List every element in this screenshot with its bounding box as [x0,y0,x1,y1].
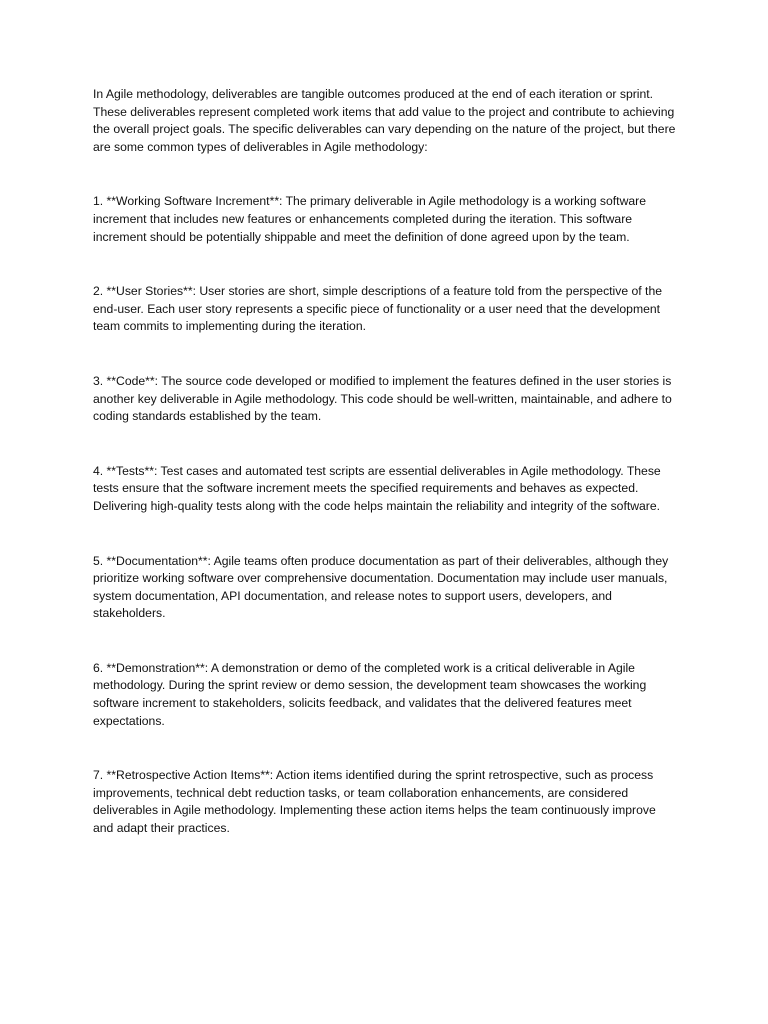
item-documentation: 5. **Documentation**: Agile teams often produce documentation as part of their deliverables, although they prioritize working software over comprehensive documentation. Documentation may include user manuals, system documentation, API documentation, and release notes to support users, developers, and stakeholders. [93,553,669,621]
item-demonstration: 6. **Demonstration**: A demonstration or demo of the completed work is a critical deliverable in Agile methodology. During the sprint review or demo session, the development team showcases the working software increment to stakeholders, solicits feedback, and validates that the delivered features meet expectations. [93,660,647,728]
intro-paragraph: In Agile methodology, deliverables are tangible outcomes produced at the end of each iteration or sprint. These deliverables represent completed work items that add value to the project and contribute to achieving the overall project goals. The specific deliverables can vary depending on the nature of the project, but there are some common types of deliverables in Agile methodology: [93,87,676,154]
item-working-software-increment: 1. **Working Software Increment**: The primary deliverable in Agile methodology is a working software increment that includes new features or enhancements completed during the iteration. This software increment should be potentially shippable and meet the definition of done agreed upon by the team. [93,194,646,244]
item-user-stories: 2. **User Stories**: User stories are short, simple descriptions of a feature told from the perspective of the end-user. Each user story represents a specific piece of functionality or a user need that the development team commits to implementing during the iteration. [93,284,663,334]
item-code: 3. **Code**: The source code developed or modified to implement the features defined in the user stories is another key deliverable in Agile methodology. This code should be well-written, maintainable, and adhere to coding standards established by the team. [93,373,672,424]
document-body [93,86,678,838]
item-retrospective-action-items: 7. **Retrospective Action Items**: Action items identified during the sprint retrospective, such as process improvements, technical debt reduction tasks, or team collaboration enhancements, are considered deliverables in Agile methodology. Implementing these action items helps the team continuously improve and adapt their practices. [93,768,656,836]
item-tests: 4. **Tests**: Test cases and automated test scripts are essential deliverables in Agile methodology. These tests ensure that the software increment meets the specified requirements and behaves as expected. Delivering high-quality tests along with the code helps maintain the reliability and integrity of the software. [93,463,661,513]
